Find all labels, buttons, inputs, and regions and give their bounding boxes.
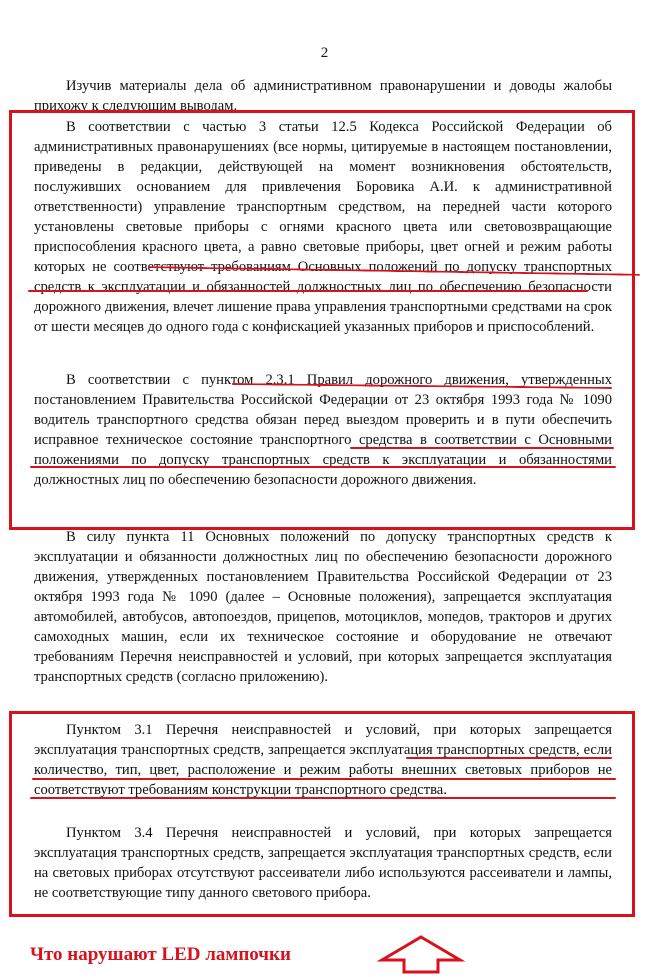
paragraph-rule-2-3-1: В соответствии с пунктом 2.3.1 Правил дорожного движения, утвержденных постановлением Правительства Российской Федерации от 23 октября 1993 года № 1090 водитель транспортного средства обязан перед выездом проверить и в пути обеспечить исправное техническое состояние транспортного средства в соответствии с Основными положениями по допуску транспортных средств к эксплуатации и обязанностями должностных лиц по обеспечению безопасности дорожного движения.	[34, 372, 612, 488]
caption-led-bulbs: Что нарушают LED лампочки	[30, 944, 291, 965]
intro-paragraph: Изучив материалы дела об административном правонарушении и доводы жалобы прихожу к следующим выводам.	[34, 78, 612, 114]
paragraph-clause-11: В силу пункта 11 Основных положений по допуску транспортных средств к эксплуатации и обязанности должностных лиц по обеспечению безопасности дорожного движения, утвержденных постановлением Правительства Российской Федерации от 23 октября 1993 года № 1090 (далее – Основные положения), запрещается эксплуатация автомобилей, автобусов, автопоездов, прицепов, мотоциклов, мопедов, тракторов и других самоходных машин, если их техническое состояние и оборудование не отвечают требованиям Перечня неисправностей и условий, при которых запрещается эксплуатация транспортных средств (согласно приложению).	[34, 529, 612, 685]
paragraph-item-3-1: Пунктом 3.1 Перечня неисправностей и условий, при которых запрещается эксплуатация транспортных средств, запрещается эксплуатация транспортных средств, если количество, тип, цвет, расположение и режим работы внешних световых приборов не соответствуют требованиям конструкции транспортного средства.	[34, 722, 612, 798]
up-arrow-outline-icon	[376, 934, 466, 974]
paragraph-item-3-4: Пунктом 3.4 Перечня неисправностей и условий, при которых запрещается эксплуатация транспортных средств, запрещается эксплуатация транспортных средств, если на световых приборах отсутствуют рассеиватели либо используются рассеиватели и лампы, не соответствующие типу данного светового прибора.	[34, 825, 612, 901]
paragraph-article-12-5: В соответствии с частью 3 статьи 12.5 Кодекса Российской Федерации об административных правонарушениях (все нормы, цитируемые в настоящем постановлении, приведены в редакции, действующей на момент возникновения обстоятельств, послуживших основанием для привлечения Боровика А.И. к административной ответственности) управление транспортным средством, на передней части которого установлены световые приборы с огнями красного цвета или световозвращающие приспособления красного цвета, а равно световые приборы, цвет огней и режим работы которых не соответствуют требованиям Основных положений по допуску транспортных средств к эксплуатации и обязанностей должностных лиц по обеспечению безопасности дорожного движения, влечет лишение права управления транспортными средствами на срок от шести месяцев до одного года с конфискацией указанных приборов и приспособлений.	[34, 119, 612, 335]
page-number: 2	[320, 45, 329, 61]
